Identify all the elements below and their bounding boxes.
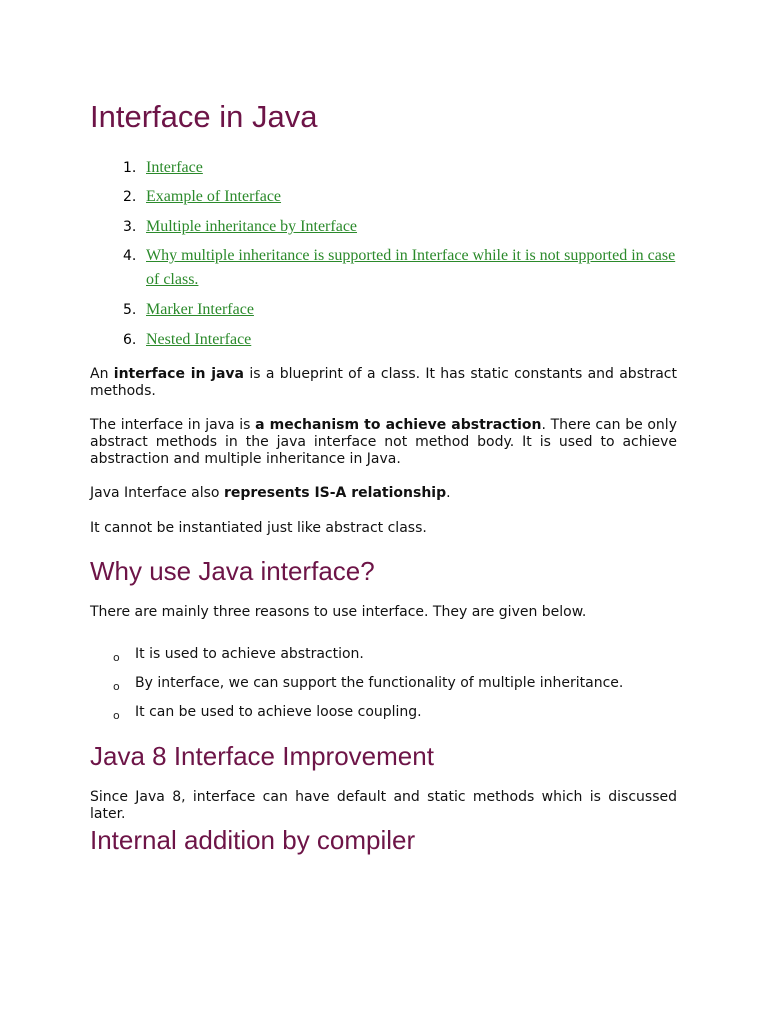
toc-number: 5. — [123, 302, 137, 318]
intro-paragraph-4: It cannot be instantiated just like abstract class. — [90, 520, 427, 536]
list-item — [90, 646, 677, 675]
intro-paragraph-2 — [90, 417, 677, 468]
text: Java Interface also — [90, 485, 224, 501]
toc-number: 1. — [123, 160, 137, 176]
list-item-text: It can be used to achieve loose coupling. — [135, 704, 422, 720]
intro-paragraph-1 — [90, 366, 677, 400]
section-heading-java8: Java 8 Interface Improvement — [90, 741, 434, 771]
bullet-icon: o — [113, 709, 120, 722]
text: . There can be only abstract methods in the java interface not method body. It is used to achieve abstraction and multiple inheritance in Java. — [90, 417, 677, 467]
text: is a blueprint of a class. It has static constants and abstract methods. — [90, 366, 677, 399]
toc-number: 3. — [123, 219, 137, 235]
toc-link-nested-interface[interactable]: Nested Interface — [146, 331, 252, 348]
text: . — [446, 485, 451, 501]
bold-text: a mechanism to achieve abstraction — [255, 417, 542, 433]
list-item-text: By interface, we can support the functionality of multiple inheritance. — [135, 675, 624, 691]
list-item — [90, 675, 677, 704]
page-title: Interface in Java — [90, 99, 318, 134]
bullet-icon: o — [113, 651, 120, 664]
toc-number: 6. — [123, 332, 137, 348]
intro-paragraph-3 — [90, 485, 677, 502]
text: An — [90, 366, 114, 382]
toc-item — [123, 298, 677, 328]
toc-link-marker-interface[interactable]: Marker Interface — [146, 301, 254, 318]
toc-link-interface[interactable]: Interface — [146, 159, 203, 176]
toc-link-why-multiple-inheritance[interactable]: Why multiple inheritance is supported in Interface while it is not supported in case of class. — [146, 247, 676, 288]
list-item — [90, 704, 677, 733]
list-item-text: It is used to achieve abstraction. — [135, 646, 364, 662]
toc-item — [123, 244, 677, 298]
toc-item — [123, 328, 677, 357]
toc-number: 2. — [123, 189, 137, 205]
reasons-list — [90, 646, 677, 733]
section-heading-why: Why use Java interface? — [90, 556, 375, 586]
bold-text: interface in java — [113, 366, 245, 382]
toc-item — [123, 156, 677, 185]
toc-item — [123, 215, 677, 244]
toc-link-example[interactable]: Example of Interface — [146, 188, 282, 205]
text: The interface in java is — [90, 417, 256, 433]
section-heading-internal: Internal addition by compiler — [90, 825, 416, 855]
toc-link-multiple-inheritance[interactable]: Multiple inheritance by Interface — [146, 218, 358, 235]
toc-number: 4. — [123, 248, 137, 264]
toc-item — [123, 185, 677, 215]
java8-paragraph: Since Java 8, interface can have default and static methods which is discussed later. — [90, 789, 677, 822]
bold-text: represents IS-A relationship — [223, 485, 447, 501]
bullet-icon: o — [113, 680, 120, 693]
why-paragraph: There are mainly three reasons to use interface. They are given below. — [90, 604, 587, 620]
table-of-contents — [90, 156, 677, 357]
